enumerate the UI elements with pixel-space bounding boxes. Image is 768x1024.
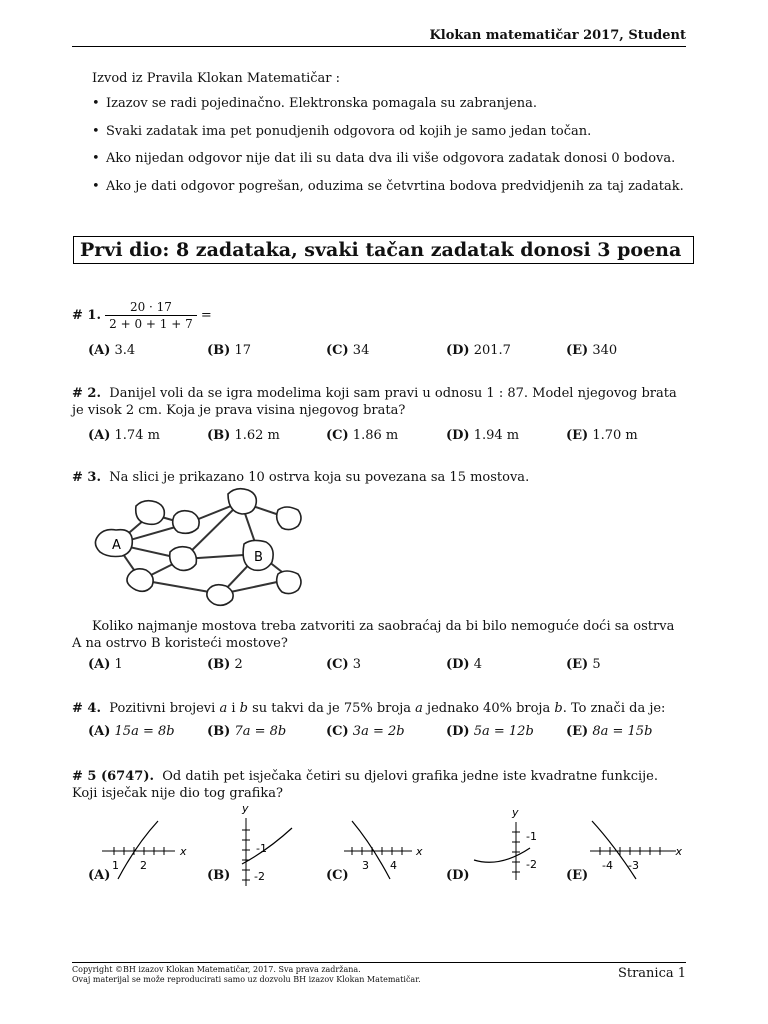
option-label: (A) bbox=[88, 343, 111, 358]
question-4 bbox=[72, 700, 686, 717]
q3-option-e[interactable] bbox=[566, 657, 601, 672]
svg-text:2: 2 bbox=[140, 859, 147, 872]
q2-option-a[interactable] bbox=[88, 428, 160, 443]
graph-d bbox=[470, 802, 560, 882]
option-value: 15a = 8b bbox=[114, 724, 175, 739]
option-label: (B) bbox=[207, 868, 231, 883]
option-label: (E) bbox=[566, 343, 589, 358]
option-label: (A) bbox=[88, 657, 111, 672]
question-text: Danijel voli da se igra modelima koji sam pravi u odnosu 1 : 87. Model njegovog brata je visok 2 cm. Koja je prava visina njegovog brata? bbox=[72, 386, 677, 418]
option-value: 1.74 m bbox=[114, 428, 160, 443]
notice-line: Ovaj materijal se može reproducirati samo uz dozvolu BH izazov Klokan Matematičar. bbox=[72, 975, 421, 984]
island bbox=[127, 569, 153, 591]
rule-item: • Izazov se radi pojedinačno. Elektronska pomagala su zabranjena. bbox=[92, 96, 537, 111]
rule-item: • Svaki zadatak ima pet ponudjenih odgovora od kojih je samo jedan točan. bbox=[92, 124, 591, 139]
q4-option-a[interactable] bbox=[88, 724, 175, 739]
footer-copyright bbox=[72, 965, 421, 985]
q4-option-b[interactable] bbox=[207, 724, 286, 739]
svg-text:3: 3 bbox=[362, 859, 369, 872]
option-label: (D) bbox=[446, 724, 470, 739]
q1-option-d[interactable] bbox=[446, 343, 511, 358]
islands-diagram bbox=[86, 484, 308, 614]
option-value: 34 bbox=[352, 343, 370, 358]
rules-intro: Izvod iz Pravila Klokan Matematičar : bbox=[92, 71, 341, 86]
fraction-numerator: 20 · 17 bbox=[105, 300, 197, 316]
question-number: # 1. bbox=[72, 308, 101, 323]
graph-b bbox=[228, 800, 308, 890]
option-label: (E) bbox=[566, 657, 589, 672]
question-text: Pozitivni brojevi a i b su takvi da je 75% broja a jednako 40% broja b. To znači da je: bbox=[109, 701, 666, 716]
island bbox=[277, 507, 301, 530]
island bbox=[173, 511, 199, 534]
q3-option-b[interactable] bbox=[207, 657, 243, 672]
option-value: 17 bbox=[234, 343, 251, 358]
q2-option-d[interactable] bbox=[446, 428, 519, 443]
option-value: 3.4 bbox=[114, 343, 136, 358]
question-number: # 3. bbox=[72, 470, 101, 485]
option-label: (A) bbox=[88, 868, 111, 883]
option-label: (E) bbox=[566, 724, 589, 739]
option-value: 201.7 bbox=[473, 343, 511, 358]
option-label: (B) bbox=[207, 343, 231, 358]
q3-option-d[interactable] bbox=[446, 657, 482, 672]
equals-sign: = bbox=[200, 308, 212, 323]
q4-option-c[interactable] bbox=[326, 724, 405, 739]
svg-text:1: 1 bbox=[112, 859, 119, 872]
option-value: 2 bbox=[234, 657, 243, 672]
fraction bbox=[105, 300, 197, 331]
island-b-label: B bbox=[254, 550, 263, 565]
graph-a bbox=[100, 815, 195, 885]
q1-option-b[interactable] bbox=[207, 343, 251, 358]
option-label: (C) bbox=[326, 657, 349, 672]
option-label: (D) bbox=[446, 428, 470, 443]
svg-text:-1: -1 bbox=[526, 830, 537, 843]
option-label: (D) bbox=[446, 657, 470, 672]
question-text: Od datih pet isječaka četiri su djelovi grafika jedne iste kvadratne funkcije. Koji isječak nije dio tog grafika? bbox=[72, 769, 659, 801]
copyright-line: Copyright ©BH izazov Klokan Matematičar, 2017. Sva prava zadržana. bbox=[72, 965, 361, 974]
question-1 bbox=[72, 300, 212, 331]
q3-option-c[interactable] bbox=[326, 657, 361, 672]
svg-text:-2: -2 bbox=[526, 858, 537, 871]
question-5 bbox=[72, 768, 686, 802]
graph-c bbox=[342, 815, 432, 885]
option-label: (A) bbox=[88, 428, 111, 443]
footer-divider bbox=[72, 962, 686, 963]
graph-e bbox=[588, 815, 688, 885]
section-title: Prvi dio: 8 zadataka, svaki tačan zadatak donosi 3 poena bbox=[73, 236, 694, 264]
q1-option-e[interactable] bbox=[566, 343, 617, 358]
option-label: (E) bbox=[566, 428, 589, 443]
island bbox=[136, 501, 165, 525]
option-value: 3a = 2b bbox=[352, 724, 405, 739]
rule-item: • Ako je dati odgovor pogrešan, oduzima se četvrtina bodova predvidjenih za taj zadatak. bbox=[92, 179, 684, 194]
island bbox=[170, 547, 197, 571]
option-value: 1.86 m bbox=[352, 428, 399, 443]
option-value: 3 bbox=[352, 657, 362, 672]
q2-option-e[interactable] bbox=[566, 428, 638, 443]
svg-text:-3: -3 bbox=[628, 859, 639, 872]
island bbox=[277, 571, 301, 594]
q5-option-e[interactable] bbox=[566, 868, 588, 883]
option-label: (C) bbox=[326, 428, 349, 443]
svg-text:4: 4 bbox=[390, 859, 397, 872]
option-label: (B) bbox=[207, 657, 231, 672]
option-value: 1 bbox=[114, 657, 123, 672]
option-label: (B) bbox=[207, 428, 231, 443]
option-label: (C) bbox=[326, 343, 349, 358]
island bbox=[207, 585, 233, 606]
option-value: 4 bbox=[473, 657, 482, 672]
question-number: # 4. bbox=[72, 701, 101, 716]
q1-option-c[interactable] bbox=[326, 343, 369, 358]
q5-option-b[interactable] bbox=[207, 868, 230, 883]
header-title: Klokan matematičar 2017, Student bbox=[429, 28, 686, 43]
option-label: (A) bbox=[88, 724, 111, 739]
option-value: 340 bbox=[592, 343, 618, 358]
page-number: Stranica 1 bbox=[617, 966, 686, 981]
rule-item: • Ako nijedan odgovor nije dat ili su data dva ili više odgovora zadatak donosi 0 bodova. bbox=[92, 151, 675, 166]
q5-option-d[interactable] bbox=[446, 868, 470, 883]
option-label: (E) bbox=[566, 868, 589, 883]
island bbox=[228, 489, 256, 514]
option-label: (D) bbox=[446, 868, 470, 883]
svg-text:x: x bbox=[416, 845, 423, 858]
q2-option-b[interactable] bbox=[207, 428, 280, 443]
question-number: # 2. bbox=[72, 386, 101, 401]
question-number: # 5 (6747). bbox=[72, 769, 154, 784]
question-3-text: Koliko najmanje mostova treba zatvoriti za saobraćaj da bi bilo nemoguće doći sa ostrva A na ostrvo B koristeći mostove? bbox=[72, 619, 675, 651]
option-label: (C) bbox=[326, 868, 349, 883]
q1-option-a[interactable] bbox=[88, 343, 135, 358]
q3-option-a[interactable] bbox=[88, 657, 123, 672]
option-value: 1.62 m bbox=[234, 428, 280, 443]
island-a-label: A bbox=[112, 538, 121, 553]
option-label: (D) bbox=[446, 343, 470, 358]
svg-text:-1: -1 bbox=[256, 842, 267, 855]
option-value: 5 bbox=[592, 657, 601, 672]
svg-text:x: x bbox=[675, 845, 682, 858]
header-divider bbox=[72, 46, 686, 47]
fraction-denominator: 2 + 0 + 1 + 7 bbox=[109, 317, 193, 331]
option-label: (C) bbox=[326, 724, 349, 739]
svg-text:-2: -2 bbox=[254, 870, 265, 883]
option-value: 8a = 15b bbox=[592, 724, 653, 739]
svg-text:y: y bbox=[512, 806, 519, 819]
q2-option-c[interactable] bbox=[326, 428, 398, 443]
q4-option-d[interactable] bbox=[446, 724, 534, 739]
option-label: (B) bbox=[207, 724, 231, 739]
question-text: Na slici je prikazano 10 ostrva koja su povezana sa 15 mostova. bbox=[109, 470, 530, 485]
option-value: 1.70 m bbox=[592, 428, 638, 443]
svg-text:x: x bbox=[180, 845, 187, 858]
svg-text:-4: -4 bbox=[602, 859, 613, 872]
option-value: 7a = 8b bbox=[234, 724, 287, 739]
option-value: 1.94 m bbox=[473, 428, 520, 443]
q4-option-e[interactable] bbox=[566, 724, 652, 739]
svg-text:y: y bbox=[242, 802, 249, 815]
option-value: 5a = 12b bbox=[473, 724, 534, 739]
question-2 bbox=[72, 385, 686, 419]
